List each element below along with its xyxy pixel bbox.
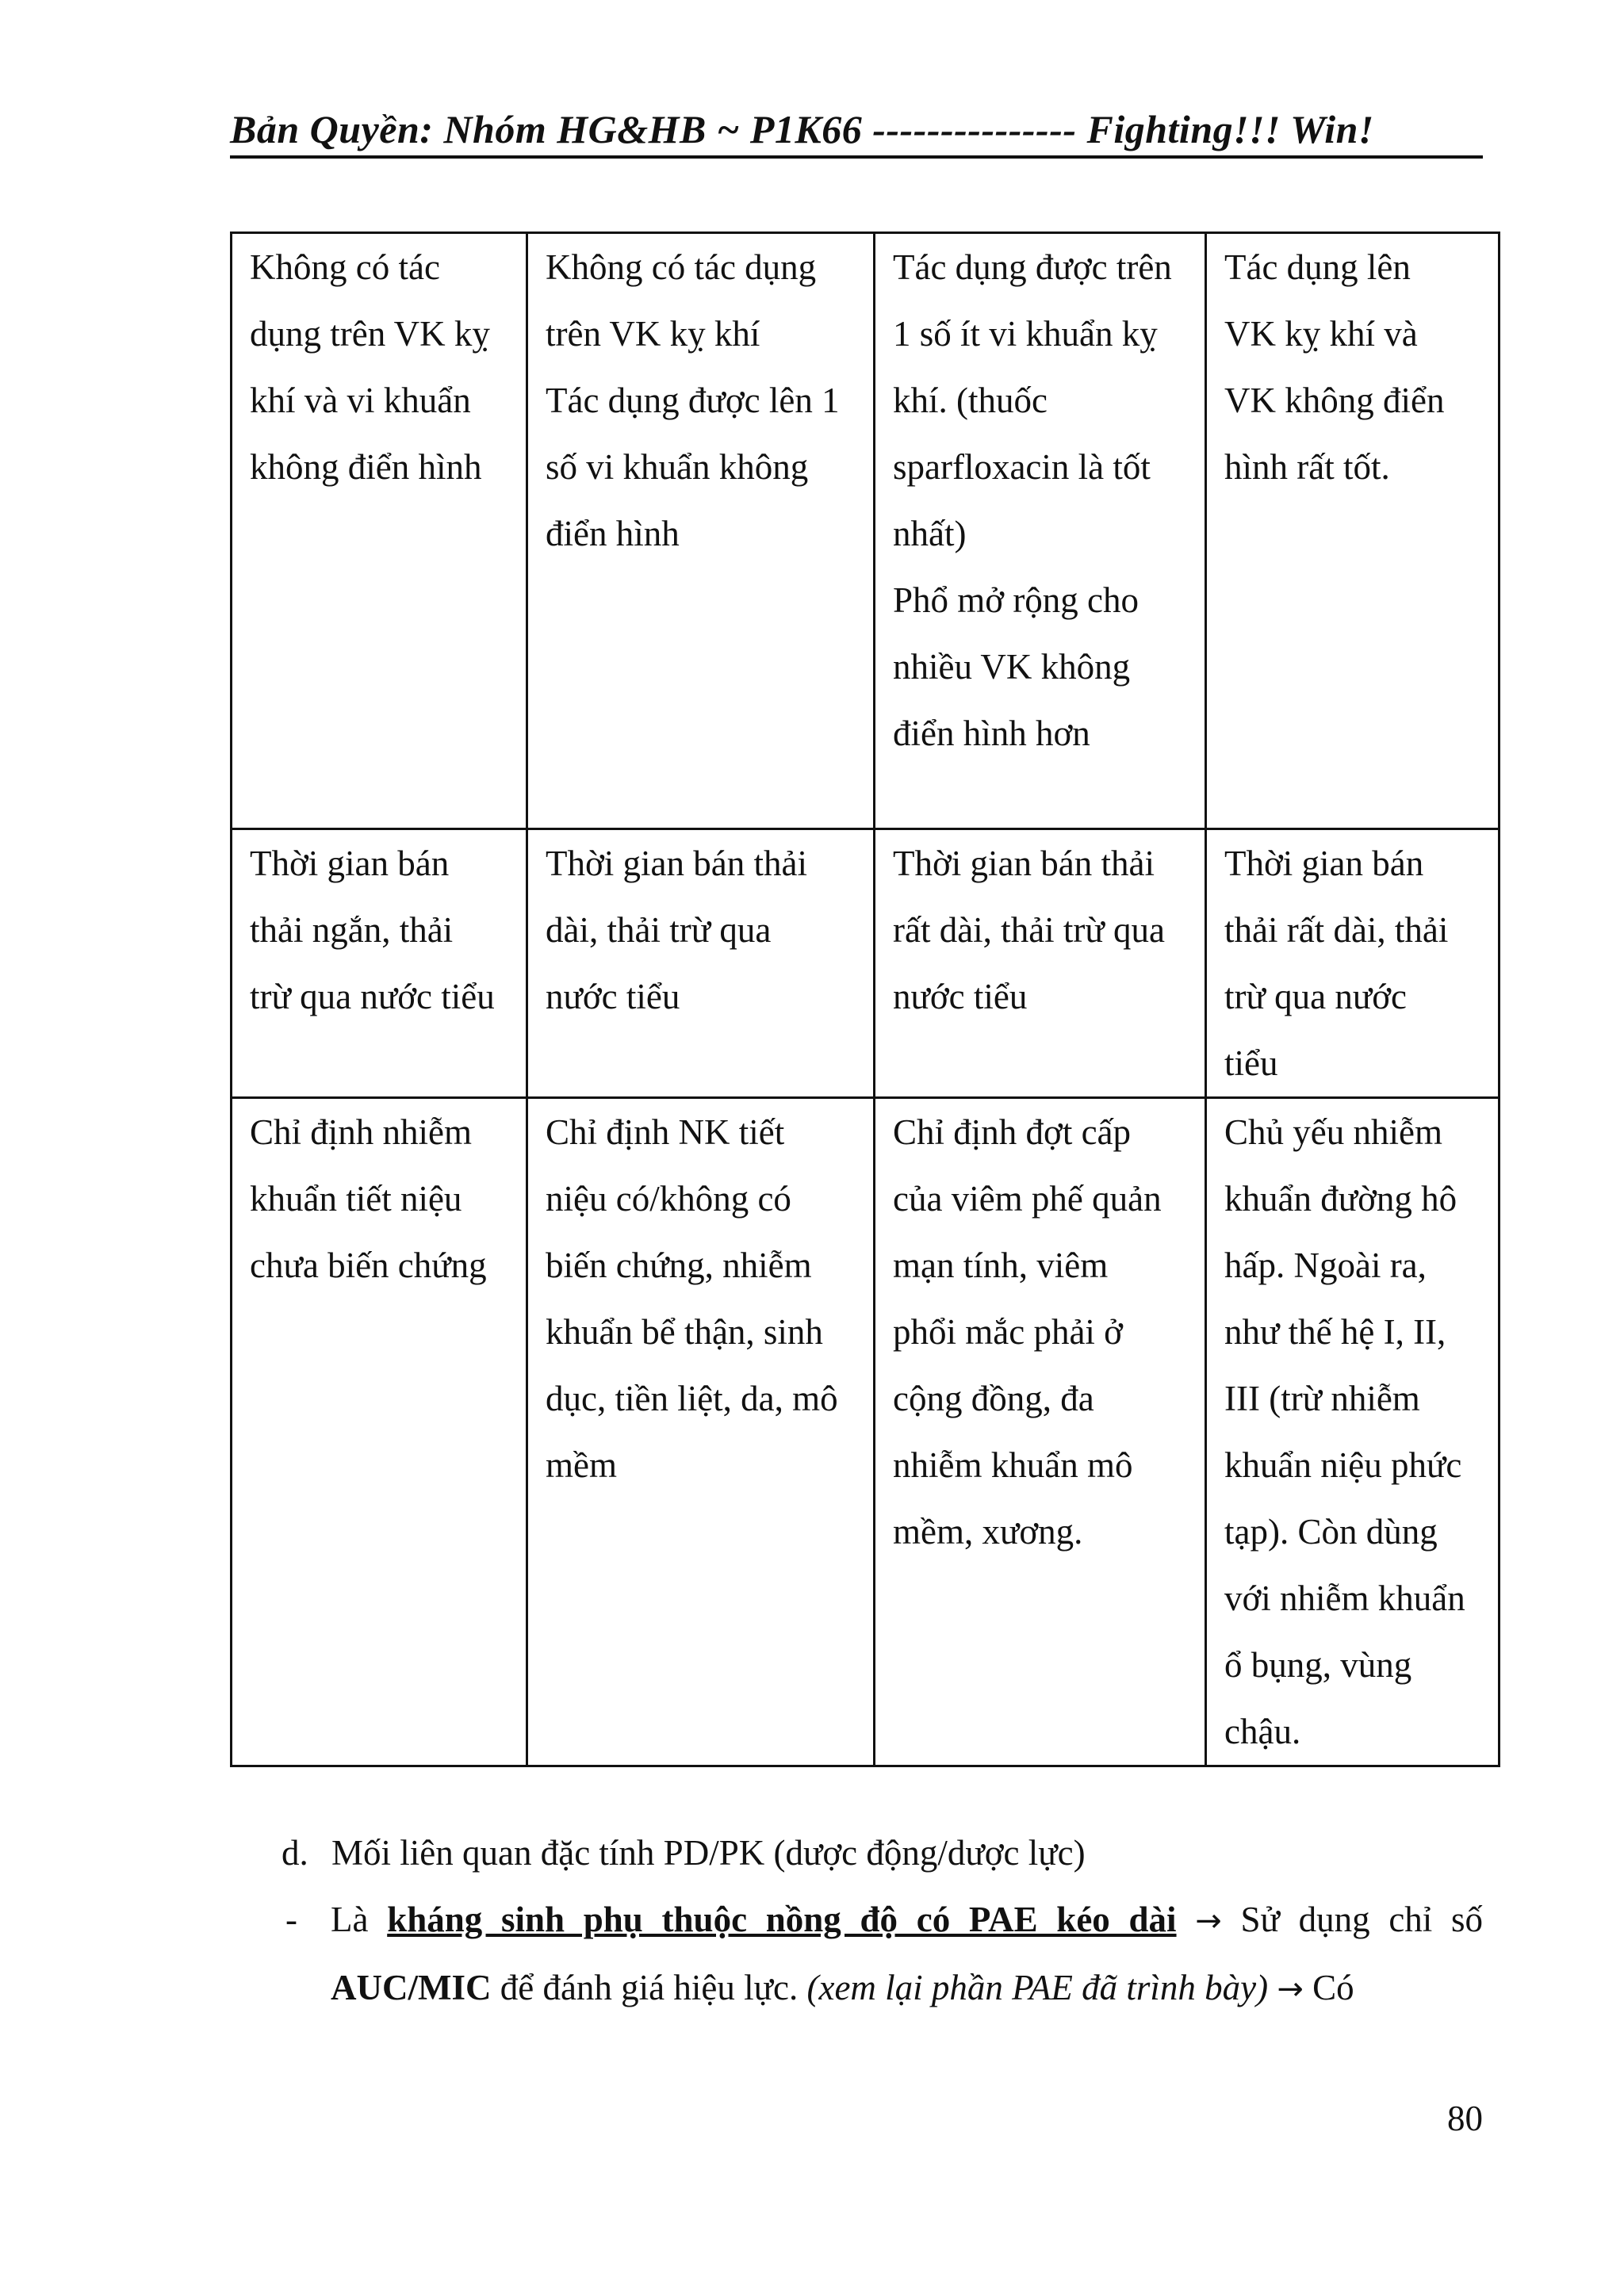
bullet-line-1: [230, 1886, 1483, 1954]
cell-text-line: biến chứng, nhiễm: [546, 1246, 812, 1285]
cell-text-line: Tác dụng được trên: [893, 247, 1172, 287]
cell-text-line: VK kỵ khí và: [1224, 314, 1418, 354]
cell-text-line: chưa biến chứng: [250, 1246, 487, 1285]
table-cell: [875, 233, 1206, 829]
table-cell: [232, 829, 527, 1098]
header-underline: [230, 155, 1483, 159]
cell-text-line: VK không điển: [1224, 381, 1445, 420]
table-row: [232, 1098, 1500, 1766]
cell-text-line: Chỉ định NK tiết: [546, 1112, 785, 1152]
cell-text-line: thải rất dài, thải: [1224, 910, 1449, 950]
cell-text-line: dục, tiền liệt, da, mô: [546, 1379, 838, 1418]
page-number: 80: [1447, 2099, 1483, 2138]
bullet-end-text: Có: [1312, 1968, 1354, 2007]
cell-text-line: Chỉ định nhiễm: [250, 1112, 472, 1152]
cell-text-line: nhiều VK không: [893, 647, 1131, 687]
table-row: [232, 233, 1500, 829]
cell-text-line: dài, thải trừ qua: [546, 910, 772, 950]
cell-text-line: khuẩn tiết niệu: [250, 1179, 462, 1219]
cell-text-line: với nhiễm khuẩn: [1224, 1578, 1465, 1618]
cell-text-line: Chủ yếu nhiễm: [1224, 1112, 1442, 1152]
cell-text-line: mềm: [546, 1445, 617, 1485]
cell-text-line: Chỉ định đợt cấp: [893, 1112, 1132, 1152]
arrow-right-icon: →: [1195, 1903, 1222, 1939]
bullet-mid-text: Sử dụng chỉ số: [1240, 1900, 1484, 1939]
section-d-text: Mối liên quan đặc tính PD/PK (dược động/dược lực): [331, 1833, 1086, 1873]
cell-text-line: mềm, xương.: [893, 1512, 1083, 1552]
cell-text-line: rất dài, thải trừ qua: [893, 910, 1166, 950]
cell-text-line: Không có tác dụng: [546, 247, 817, 287]
cell-text-line: nước tiểu: [893, 977, 1028, 1016]
bullet-line-2: [230, 1954, 1483, 2022]
cell-text-line: III (trừ nhiễm: [1224, 1379, 1420, 1418]
table-row: [232, 829, 1500, 1098]
cell-text-line: thải ngắn, thải: [250, 910, 454, 950]
cell-text-line: Tác dụng lên: [1224, 247, 1411, 287]
section-d-marker: d.: [282, 1833, 308, 1873]
bullet-item: [230, 1886, 1483, 2022]
cell-text-line: không điển hình: [250, 447, 482, 487]
cell-text-line: Không có tác: [250, 247, 440, 287]
cell-text-line: khuẩn bể thận, sinh: [546, 1312, 823, 1352]
cell-text-line: Thời gian bán thải: [546, 844, 807, 883]
cell-text-line: dụng trên VK kỵ: [250, 314, 490, 354]
cell-text-line: Tác dụng được lên 1: [546, 381, 840, 420]
cell-text-line: Thời gian bán: [1224, 844, 1424, 883]
cell-text-line: tạp). Còn dùng: [1224, 1512, 1438, 1552]
table-cell: [527, 1098, 875, 1766]
cell-text-line: cộng đồng, đa: [893, 1379, 1094, 1418]
cell-text-line: mạn tính, viêm: [893, 1246, 1109, 1285]
section-d: [230, 1820, 1483, 1886]
cell-text-line: niệu có/không có: [546, 1179, 791, 1219]
bullet-dash: -: [285, 1900, 297, 1939]
cell-text-line: chậu.: [1224, 1712, 1301, 1751]
cell-text-line: khuẩn đường hô: [1224, 1179, 1457, 1219]
bullet-prefix: Là: [331, 1900, 369, 1939]
table-cell: [232, 233, 527, 829]
arrow-right-icon: →: [1277, 1971, 1304, 2007]
cell-text-line: ổ bụng, vùng: [1224, 1645, 1412, 1685]
table-cell: [1206, 829, 1500, 1098]
table-cell: [1206, 233, 1500, 829]
cell-text-line: nhiễm khuẩn mô: [893, 1445, 1133, 1485]
table-cell: [875, 1098, 1206, 1766]
cell-text-line: điển hình: [546, 514, 680, 553]
cell-text-line: Thời gian bán thải: [893, 844, 1155, 883]
cell-text-line: trừ qua nước tiểu: [250, 977, 495, 1016]
cell-text-line: khí. (thuốc: [893, 381, 1048, 420]
table-body: [232, 233, 1500, 1766]
bullet-note: (xem lại phần PAE đã trình bày): [806, 1968, 1269, 2007]
bullet-metric: AUC/MIC: [331, 1968, 492, 2007]
cell-text-line: trừ qua nước: [1224, 977, 1408, 1016]
table-cell: [1206, 1098, 1500, 1766]
cell-text-line: Thời gian bán: [250, 844, 450, 883]
cell-text-line: điển hình hơn: [893, 714, 1090, 753]
cell-text-line: khuẩn niệu phức: [1224, 1445, 1462, 1485]
table-cell: [527, 233, 875, 829]
cell-text-line: khí và vi khuẩn: [250, 381, 471, 420]
cell-text-line: nhất): [893, 514, 967, 553]
cell-text-line: 1 số ít vi khuẩn kỵ: [893, 314, 1158, 354]
cell-text-line: nước tiểu: [546, 977, 680, 1016]
cell-text-line: số vi khuẩn không: [546, 447, 809, 487]
table-cell: [232, 1098, 527, 1766]
header-text: Bản Quyền: Nhóm HG&HB ~ P1K66 --------------- Fighting!!! Win!: [230, 107, 1374, 151]
cell-text-line: của viêm phế quản: [893, 1179, 1162, 1219]
bullet-key-phrase: kháng sinh phụ thuộc nồng độ có PAE kéo dài: [387, 1900, 1177, 1939]
cell-text-line: sparfloxacin là tốt: [893, 447, 1151, 487]
cell-text-line: hấp. Ngoài ra,: [1224, 1246, 1427, 1285]
cell-text-line: Phổ mở rộng cho: [893, 580, 1139, 620]
cell-text-line: phổi mắc phải ở: [893, 1312, 1123, 1352]
cell-text-line: trên VK kỵ khí: [546, 314, 760, 354]
cell-text-line: như thế hệ I, II,: [1224, 1312, 1446, 1352]
comparison-table: [230, 232, 1500, 1767]
table-cell: [527, 829, 875, 1098]
page-header: [230, 101, 1483, 157]
table-cell: [875, 829, 1206, 1098]
bullet-line2-text: để đánh giá hiệu lực.: [500, 1968, 799, 2007]
cell-text-line: hình rất tốt.: [1224, 447, 1390, 487]
cell-text-line: tiểu: [1224, 1043, 1278, 1083]
